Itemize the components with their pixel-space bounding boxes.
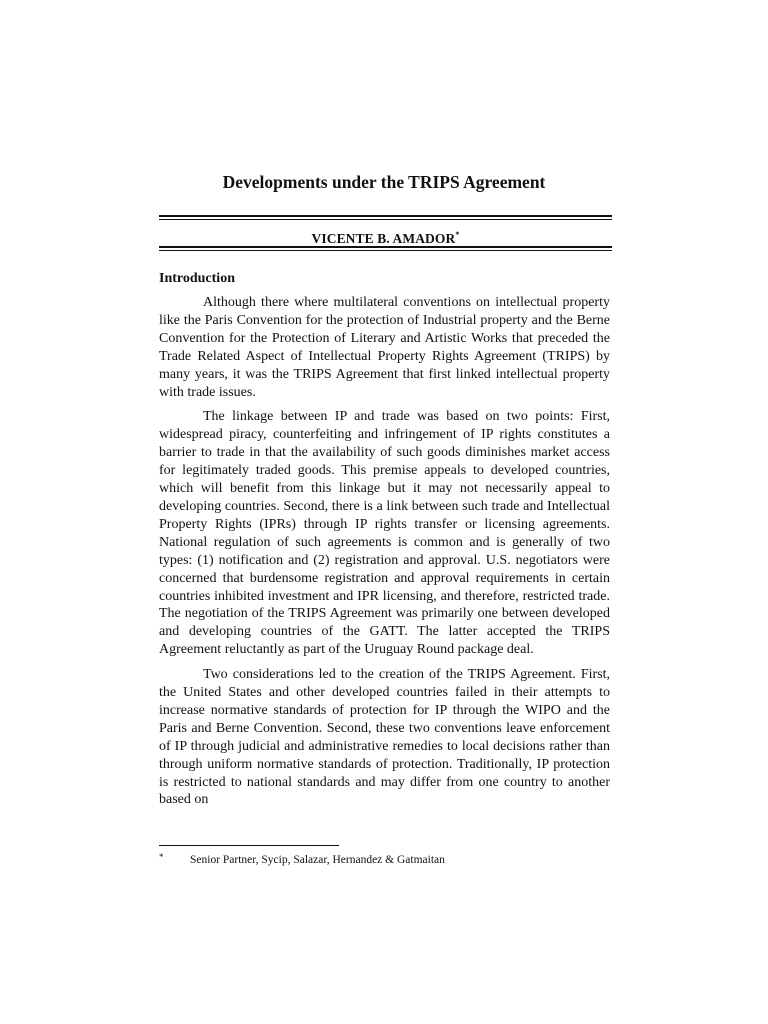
body-text (159, 294, 610, 816)
rule-line (159, 219, 612, 221)
document-title: Developments under the TRIPS Agreement (222, 172, 546, 192)
footnote-divider (159, 845, 339, 846)
section-heading: Introduction (159, 271, 235, 286)
author-name: VICENTE B. AMADOR (311, 231, 456, 246)
rule-line (159, 215, 612, 217)
paragraph: The linkage between IP and trade was based on two points: First, widespread piracy, counterfeiting and infringement of IP rights constitutes a barrier to trade in that the availability of such goods diminishes market access for legitimately traded goods. This premise appeals to developed countries, which will benefit from this linkage but it may not necessarily appeal to developing countries. Second, there is a link between such trade and Intellectual Property Rights (IPRs) through IP rights transfer or licensing agreements. National regulation of such agreements is common and is generally of two types: (1) notification and (2) registration and approval. U.S. negotiators were concerned that burdensome registration and approval requirements in certain countries inhibited investment and IPR licensing, and therefore, restricted trade. The negotiation of the TRIPS Agreement was primarily one between developed and developing countries of the GATT. The latter accepted the TRIPS Agreement reluctantly as part of the Uruguay Round package deal. (159, 409, 610, 658)
title-rule-bottom (159, 246, 612, 253)
footnote-text: Senior Partner, Sycip, Salazar, Hernandez & Gatmaitan (190, 854, 445, 866)
paragraph: Although there where multilateral conventions on intellectual property like the Paris Convention for the protection of Industrial property and the Berne Convention for the Protection of Literary and Artistic Works that preceded the Trade Related Aspect of Intellectual Property Rights Agreement (TRIPS) by many years, it was the TRIPS Agreement that first linked intellectual property with trade issues. (159, 295, 610, 400)
rule-line (159, 246, 612, 248)
paragraph: Two considerations led to the creation of the TRIPS Agreement. First, the United States and other developed countries failed in their attempts to increase normative standards of protection for IP through the WIPO and the Paris and Berne Convention. Second, these two conventions leave enforcement of IP through judicial and administrative remedies to local decisions rather than through uniform normative standards of protection. Traditionally, IP protection is restricted to national standards and may differ from one country to another based on (159, 667, 610, 808)
footnote-marker: * (159, 852, 164, 862)
author-byline (159, 226, 612, 248)
title-rule-top (159, 215, 612, 222)
rule-line (159, 250, 612, 252)
author-footnote-marker: * (455, 230, 460, 239)
